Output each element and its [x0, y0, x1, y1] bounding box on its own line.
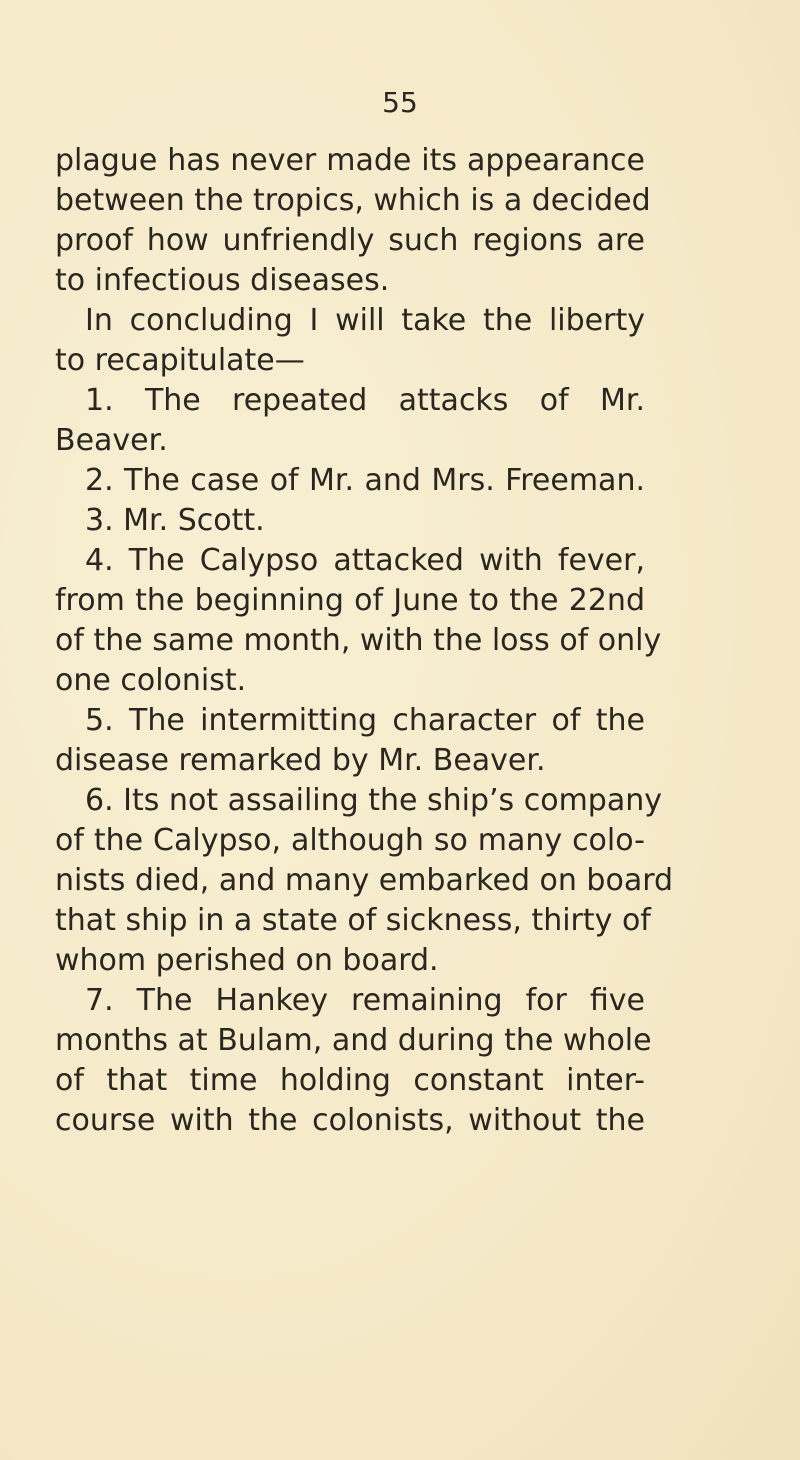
text-line: between the tropics, which is a decided: [55, 183, 651, 218]
text-line: whom perished on board.: [55, 943, 439, 978]
body-text: [0, 141, 800, 1341]
text-line: 3. Mr. Scott.: [85, 503, 265, 538]
page-number: 55: [382, 86, 418, 119]
text-line: of the Calypso, although so many colo-: [55, 823, 645, 858]
text-line: of the same month, with the loss of only: [55, 623, 662, 658]
text-line: 5. The intermitting character of the: [85, 703, 645, 738]
text-line: to recapitulate—: [55, 343, 305, 378]
text-line: from the beginning of June to the 22nd: [55, 583, 645, 618]
text-line: Beaver.: [55, 423, 168, 458]
text-line: 1. The repeated attacks of Mr.: [85, 383, 645, 418]
text-line: nists died, and many embarked on board: [55, 863, 674, 898]
text-line: 4. The Calypso attacked with fever,: [85, 543, 645, 578]
text-line: In concluding I will take the liberty: [85, 303, 645, 338]
text-line: of that time holding constant inter-: [55, 1063, 645, 1098]
text-line: that ship in a state of sickness, thirty of: [55, 903, 651, 938]
text-line: one colonist.: [55, 663, 247, 698]
text-line: plague has never made its appearance: [55, 143, 645, 178]
text-line: to infectious diseases.: [55, 263, 390, 298]
text-line: course with the colonists, without the: [55, 1103, 645, 1138]
text-line: 6. Its not assailing the ship’s company: [85, 783, 662, 818]
text-line: months at Bulam, and during the whole: [55, 1023, 652, 1058]
text-line: 7. The Hankey remaining for five: [85, 983, 645, 1018]
text-line: disease remarked by Mr. Beaver.: [55, 743, 546, 778]
text-line: 2. The case of Mr. and Mrs. Freeman.: [85, 463, 645, 498]
text-line: proof how unfriendly such regions are: [55, 223, 645, 258]
